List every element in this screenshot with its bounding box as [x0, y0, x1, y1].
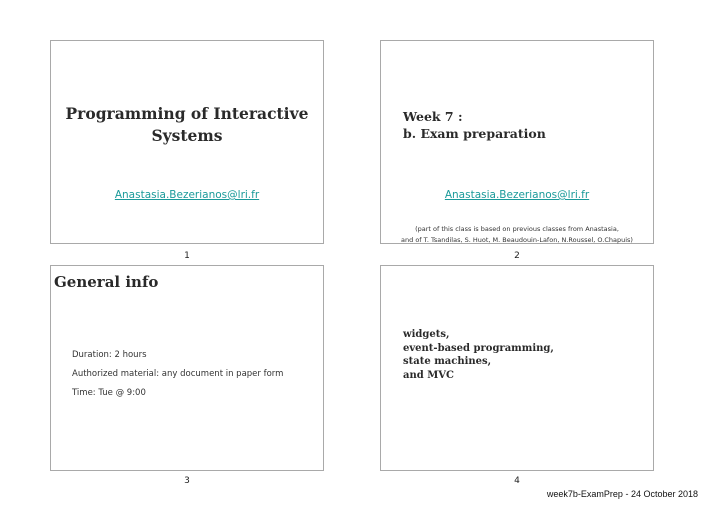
slide-1-title-line-2: Systems [151, 126, 223, 145]
page-number-1: 1 [184, 251, 190, 261]
slide-3-title: General info [54, 273, 159, 291]
slide-3 [50, 265, 324, 471]
slide-2-title-line-2: b. Exam preparation [403, 126, 546, 141]
slide-4 [380, 265, 654, 471]
page-footer: week7b-ExamPrep - 24 October 2018 [546, 489, 698, 499]
slide-3-item-material: Authorized material: any document in paper form [72, 369, 284, 379]
slide-2-email-link[interactable]: Anastasia.Bezerianos@lri.fr [444, 189, 590, 201]
slide-4-line-4: and MVC [403, 369, 455, 381]
slide-1-email-link[interactable]: Anastasia.Bezerianos@lri.fr [114, 189, 260, 201]
slide-2-credits-line-1: (part of this class is based on previous classes from Anastasia, [415, 225, 619, 233]
slide-4-line-3: state machines, [403, 356, 492, 367]
slide-1 [50, 40, 324, 244]
slide-3-item-duration: Duration: 2 hours [72, 350, 147, 360]
slide-4-line-2: event-based programming, [403, 342, 554, 354]
slide-2-title-line-1: Week 7 : [403, 109, 463, 124]
slide-4-line-1: widgets, [403, 329, 450, 340]
slide-4-body [403, 328, 554, 382]
page-number-3: 3 [184, 476, 190, 486]
slide-2-title [403, 108, 546, 142]
slide-3-item-time: Time: Tue @ 9:00 [72, 388, 146, 398]
page-number-2: 2 [514, 251, 520, 261]
page-number-4: 4 [514, 476, 520, 486]
slide-2-credits-note [381, 224, 653, 246]
slide-2 [380, 40, 654, 244]
slide-1-title-line-1: Programming of Interactive [65, 104, 309, 123]
slide-1-title [51, 103, 323, 147]
slide-2-credits-line-2: and of T. Tsandilas, S. Huot, M. Beaudouin-Lafon, N.Roussel, O.Chapuis) [401, 236, 633, 244]
